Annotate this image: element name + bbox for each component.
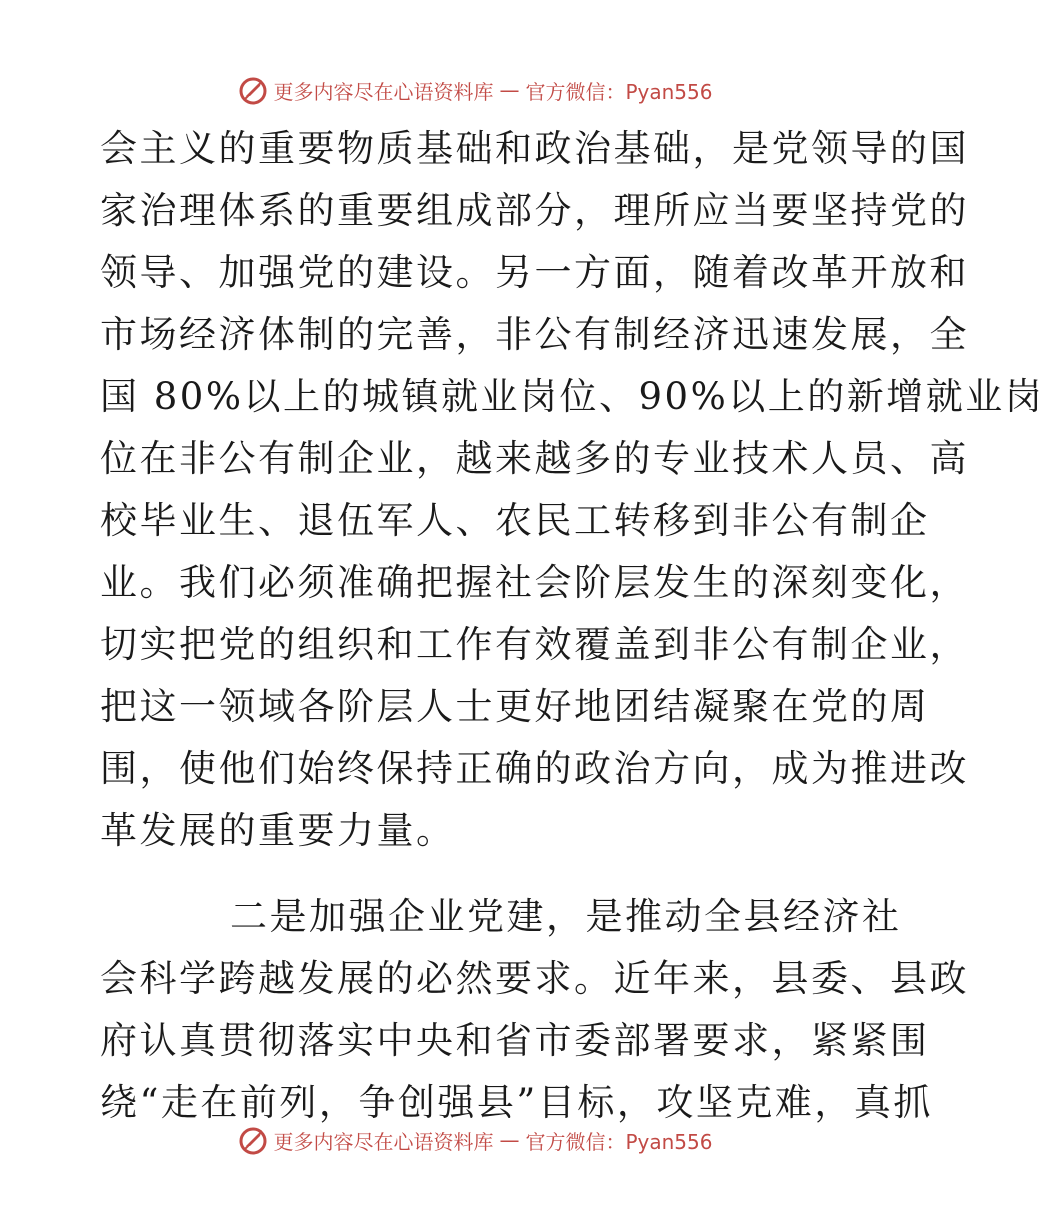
watermark-text: 更多内容尽在心语资料库 <box>273 79 494 104</box>
text-line: 府认真贯彻落实中央和省市委部署要求，紧紧围 <box>100 1019 930 1062</box>
text-line: 家治理体系的重要组成部分，理所应当要坚持党的 <box>100 189 969 232</box>
document-body <box>100 118 1044 1134</box>
text-line: 领导、加强党的建设。另一方面，随着改革开放和 <box>100 251 969 294</box>
quill-seal-icon <box>237 1124 269 1156</box>
text-line: 位在非公有制企业，越来越多的专业技术人员、高 <box>100 437 969 480</box>
text-line: 校毕业生、退伍军人、农民工转移到非公有制企 <box>100 499 930 542</box>
watermark-dash: — <box>499 1128 520 1152</box>
text-line: 切实把党的组织和工作有效覆盖到非公有制企业， <box>100 623 969 666</box>
watermark-dash: — <box>499 78 520 102</box>
watermark-brand <box>237 1124 712 1156</box>
watermark-header <box>0 70 950 110</box>
text-line: 市场经济体制的完善，非公有制经济迅速发展，全 <box>100 313 969 356</box>
text-line: 会主义的重要物质基础和政治基础，是党领导的国 <box>100 127 969 170</box>
text-line: 业。我们必须准确把握社会阶层发生的深刻变化， <box>100 561 969 604</box>
watermark-footer <box>0 1120 950 1160</box>
text-line: 二是加强企业党建，是推动全县经济社 <box>230 895 902 938</box>
text-line: 把这一领域各阶层人士更好地团结凝聚在党的周 <box>100 685 930 728</box>
text-line: 会科学跨越发展的必然要求。近年来，县委、县政 <box>100 957 969 1000</box>
watermark-brand <box>237 74 712 106</box>
text-line: 绕“走在前列，争创强县”目标，攻坚克难，真抓 <box>100 1081 933 1124</box>
text-line: 国 80%以上的城镇就业岗位、90%以上的新增就业岗 <box>100 375 1044 418</box>
watermark-contact: 官方微信：Pyan556 <box>525 1129 713 1154</box>
text-line: 革发展的重要力量。 <box>100 809 456 852</box>
watermark-text: 更多内容尽在心语资料库 <box>273 1129 494 1154</box>
quill-seal-icon <box>237 74 269 106</box>
watermark-contact: 官方微信：Pyan556 <box>525 79 713 104</box>
text-line: 围，使他们始终保持正确的政治方向，成为推进改 <box>100 747 969 790</box>
paragraph-2 <box>100 886 969 1134</box>
paragraph-1 <box>100 118 1044 862</box>
